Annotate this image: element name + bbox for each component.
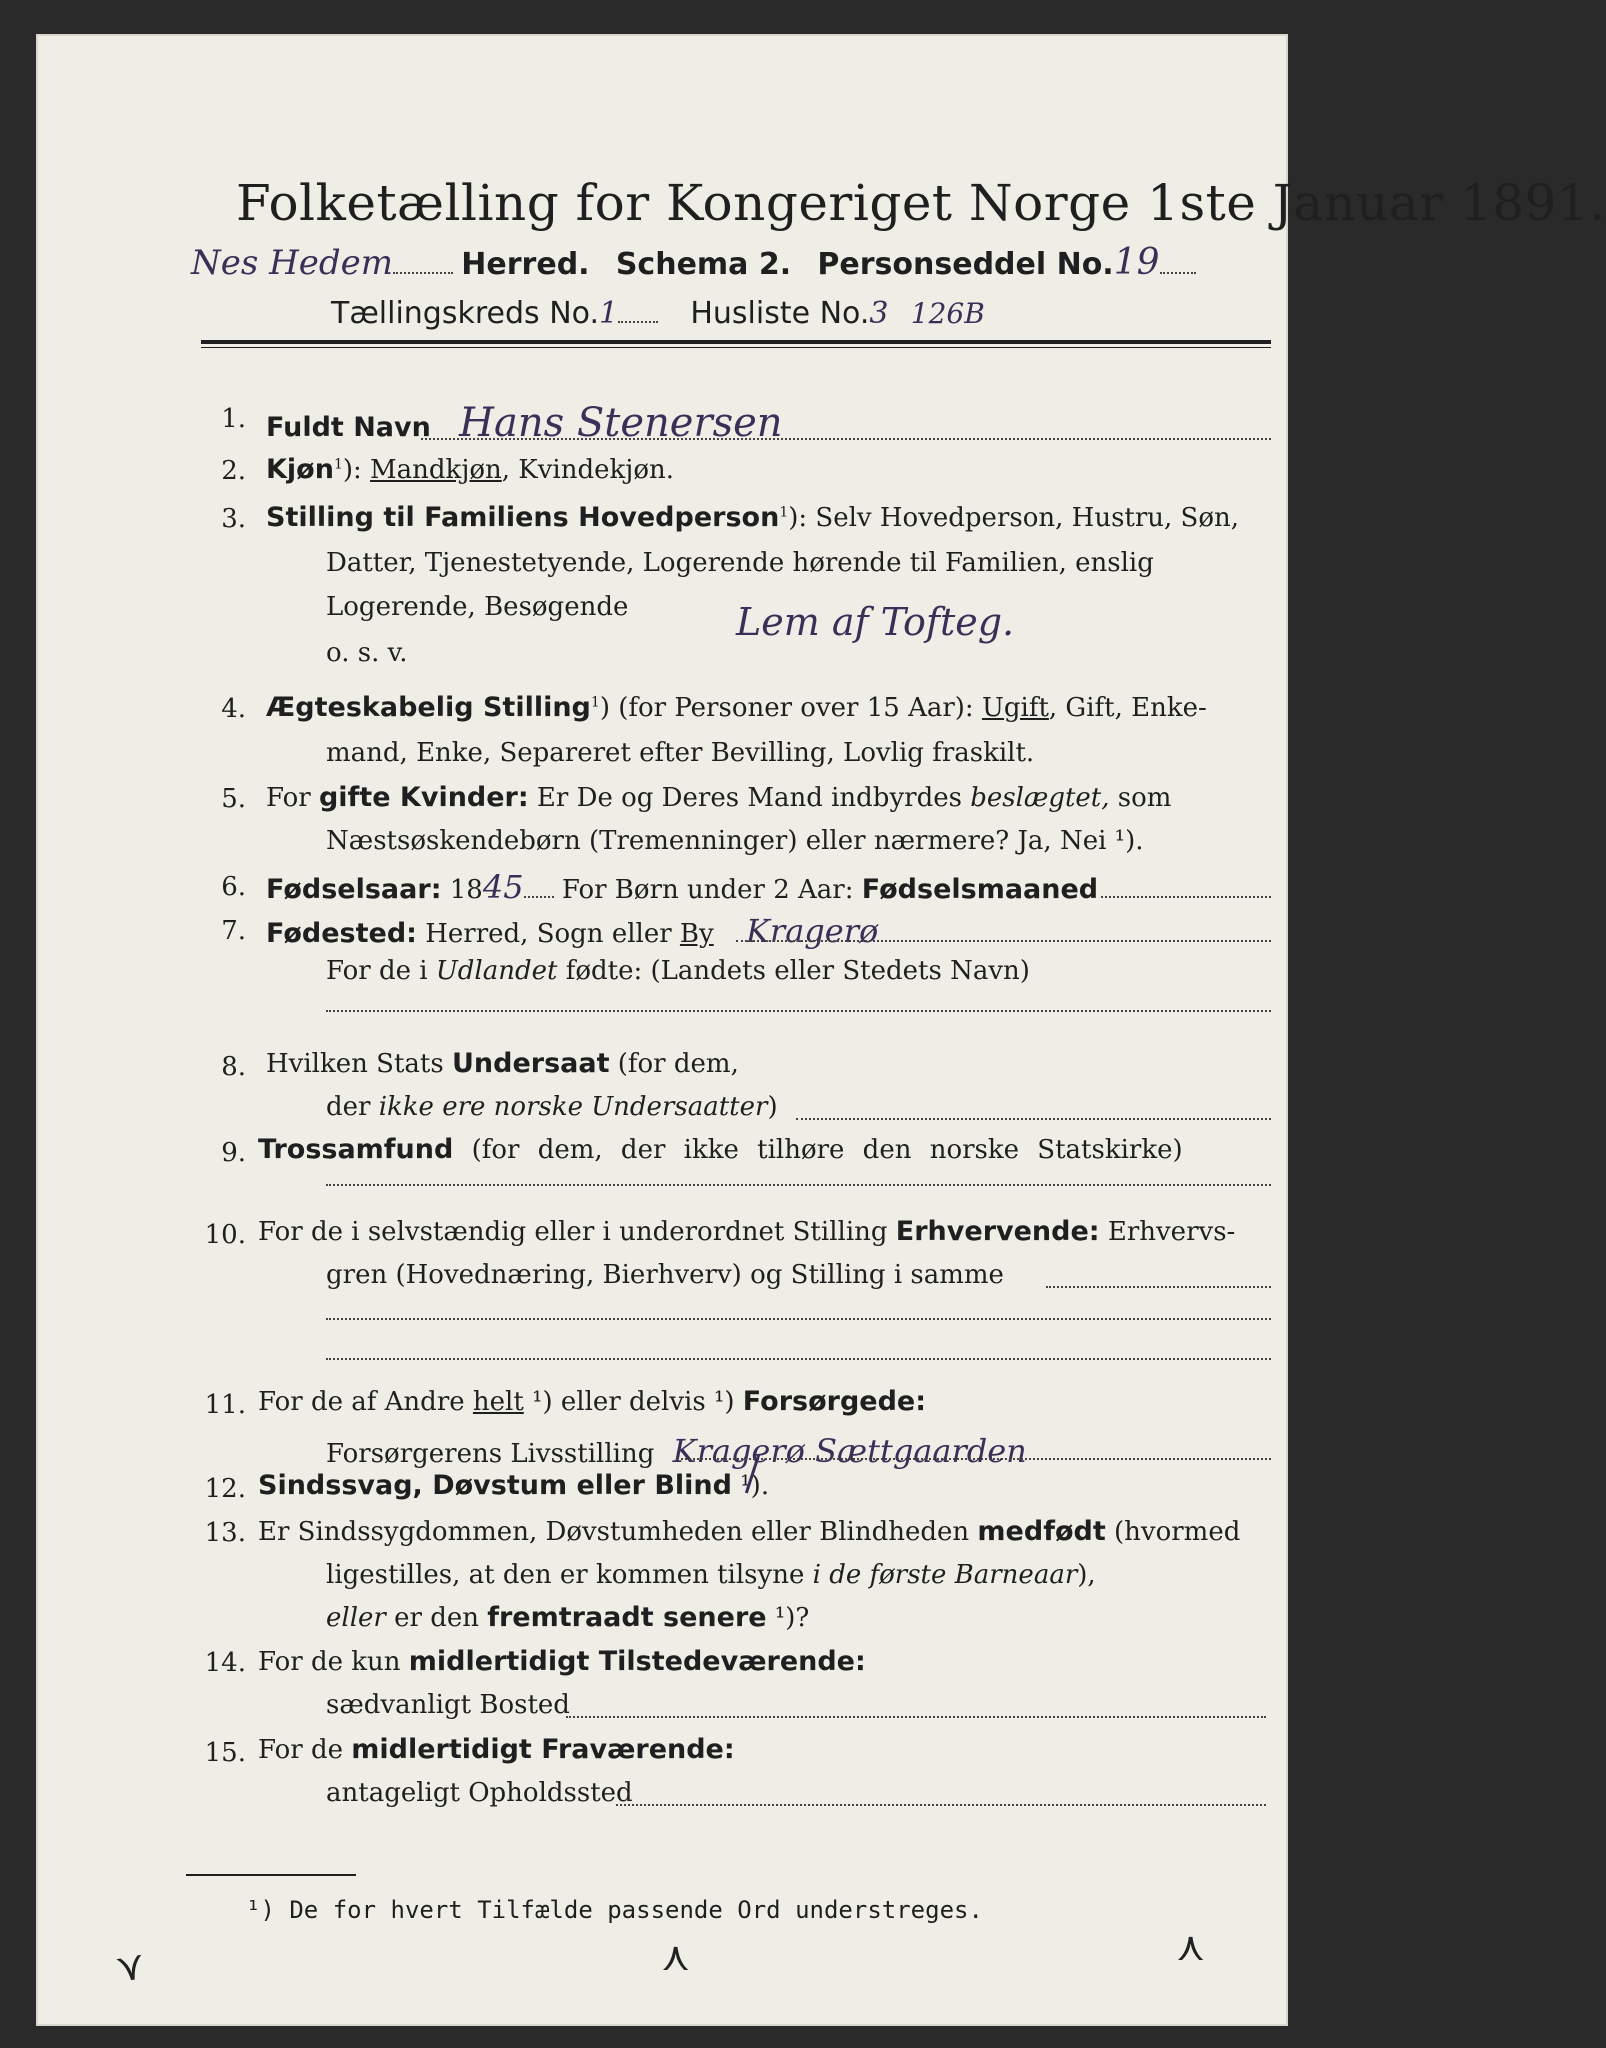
q13-line2: [326, 1560, 1096, 1590]
q14-text-a: For de kun: [258, 1647, 409, 1677]
header-rule-thin: [201, 347, 1271, 348]
q13-line3-bold: fremtraadt senere: [487, 1602, 767, 1633]
registration-mark-left: ⋎: [112, 1941, 150, 1993]
q5-italic: beslægtet,: [970, 783, 1110, 813]
q7-text-a: Herred, Sogn eller: [416, 919, 680, 949]
q8-text-b: (for dem,: [609, 1049, 739, 1079]
q4-text-b: , Gift, Enke-: [1048, 693, 1207, 723]
q7-dotline: [736, 940, 1271, 942]
q2-option-mandkjon: Mandkjøn: [370, 455, 502, 485]
q2-text-b: , Kvindekjøn.: [501, 455, 674, 485]
q3-line3: Logerende, Besøgende: [326, 592, 629, 622]
q8-text-a: Hvilken Stats: [266, 1049, 452, 1079]
q11-text-a: For de af Andre: [258, 1387, 473, 1417]
husliste-extra: 126B: [910, 297, 985, 330]
q7-line2-italic: Udlandet: [435, 956, 558, 986]
q10-row: [258, 1216, 1235, 1247]
q4-option-ugift: Ugift: [981, 693, 1049, 723]
q8-line2-italic: ikke ere norske Undersaatter: [378, 1092, 768, 1122]
q5-label: gifte Kvinder:: [318, 782, 529, 813]
q11-text-b: ¹) eller delvis ¹): [523, 1387, 743, 1417]
q1-answer: Hans Stenersen: [459, 400, 783, 446]
husliste-label: Husliste No.: [690, 296, 870, 331]
q7-line2-a: For de i: [326, 956, 436, 986]
q2-sup: 1: [333, 456, 343, 473]
q11-line2-text: Forsørgerens Livsstilling: [326, 1439, 655, 1469]
q6-label: Fødselsaar:: [266, 874, 442, 905]
q13-row: [258, 1516, 1240, 1547]
q2-text-a: ):: [342, 455, 371, 485]
q15-dotline: [616, 1804, 1266, 1806]
q6-label2: Fødselsmaaned: [861, 874, 1099, 905]
q11-dotline: [676, 1458, 1271, 1460]
kreds-label: Tællingskreds No.: [331, 296, 599, 331]
q14-number: 14.: [204, 1648, 246, 1678]
q5-text-a: Er De og Deres Mand indbyrdes: [528, 783, 971, 813]
q13-line3-a: er den: [385, 1603, 488, 1633]
q10-label: Erhvervende:: [895, 1216, 1100, 1247]
q9-text-a: (for dem, der ikke tilhøre den norske Statskirke): [453, 1135, 1183, 1165]
schema-label: Schema 2.: [615, 247, 792, 282]
q8-line2-b: ): [767, 1092, 778, 1122]
q3-number: 3.: [221, 504, 246, 534]
q7-dotline-2: [326, 1010, 1271, 1012]
q6-answer: 45: [482, 868, 524, 906]
q9-dotline: [326, 1184, 1271, 1186]
q2-row: [266, 454, 674, 485]
q7-number: 7.: [221, 916, 246, 946]
q7-row: [266, 912, 878, 950]
q11-number: 11.: [204, 1390, 246, 1420]
q12-text-a: ¹).: [731, 1471, 770, 1501]
q6-dotline: [1101, 896, 1271, 898]
q9-label: Trossamfund: [258, 1134, 454, 1165]
q7-label: Fødested:: [266, 918, 417, 949]
q15-line2: antageligt Opholdssted: [326, 1778, 633, 1808]
q2-number: 2.: [221, 456, 246, 486]
q14-row: [258, 1646, 866, 1677]
q3-sup: 1: [779, 504, 789, 521]
q13-line3: [326, 1602, 809, 1633]
q3-row: [266, 502, 1239, 533]
footnote-rule: [186, 1874, 356, 1876]
q14-label: midlertidigt Tilstedeværende:: [408, 1646, 866, 1677]
q1-dotline: [421, 438, 1271, 440]
q1-number: 1.: [221, 404, 246, 434]
q4-label: Ægteskabelig Stilling: [266, 692, 591, 723]
q7-answer: Kragerø: [745, 912, 879, 950]
q13-line3-b: ¹)?: [766, 1603, 810, 1633]
q14-line2: sædvanligt Bosted: [326, 1690, 570, 1720]
q5-number: 5.: [221, 784, 246, 814]
q13-line3-italic: eller: [326, 1603, 386, 1633]
q10-line2: gren (Hovednæring, Bierhverv) og Stilling i samme: [326, 1260, 1004, 1290]
q8-dotline: [796, 1118, 1271, 1120]
q8-label: Undersaat: [451, 1048, 610, 1079]
q4-text-a: ) (for Personer over 15 Aar):: [599, 693, 982, 723]
q3-answer: Lem af Tofteg.: [736, 600, 1015, 644]
herred-line: [191, 242, 1196, 283]
q2-label: Kjøn: [266, 454, 334, 485]
header-rule-thick: [201, 340, 1271, 344]
q13-text-b: (hvormed: [1105, 1517, 1241, 1547]
q10-text-a: For de i selvstændig eller i underordnet Stilling: [258, 1217, 896, 1247]
q8-line2-a: der: [326, 1092, 379, 1122]
q4-row: [266, 692, 1207, 723]
q12-label: Sindssvag, Døvstum eller Blind: [258, 1470, 732, 1501]
q5-text-b: som: [1109, 783, 1172, 813]
q3-label: Stilling til Familiens Hovedperson: [266, 502, 780, 533]
q15-text-a: For de: [258, 1735, 352, 1765]
q13-line2-a: ligestilles, at den er kommen tilsyne: [326, 1560, 813, 1590]
q9-row: [258, 1134, 1183, 1165]
q7-option-by: By: [679, 919, 714, 949]
q6-text-a: For Børn under 2 Aar:: [553, 875, 862, 905]
q13-number: 13.: [204, 1518, 246, 1548]
herred-handwritten: Nes Hedem: [191, 243, 394, 283]
kreds-number: 1: [599, 296, 619, 331]
q11-line2: [326, 1432, 1027, 1470]
q8-line2: [326, 1092, 778, 1122]
census-form-page: [36, 34, 1606, 2026]
q13-line2-italic: i de første Barneaar: [812, 1560, 1078, 1590]
q11-row: [258, 1386, 926, 1417]
q3-line1: ): Selv Hovedperson, Hustru, Søn,: [788, 503, 1240, 533]
q10-dotline-2: [326, 1318, 1271, 1320]
q15-row: [258, 1734, 735, 1765]
q10-dotline-3: [326, 1358, 1271, 1360]
q15-number: 15.: [204, 1738, 246, 1768]
q10-text-b: Erhvervs-: [1099, 1217, 1236, 1247]
q1-label: Fuldt Navn: [266, 412, 431, 443]
herred-label: Herred.: [461, 247, 590, 282]
q7-line2: [326, 956, 1030, 986]
q10-dotline-1: [1046, 1286, 1271, 1288]
q11-option-helt: helt: [472, 1387, 524, 1417]
q6-prefix: 18: [441, 875, 483, 905]
q5-line2: Næstsøskendebørn (Tremenninger) eller nærmere? Ja, Nei ¹).: [326, 826, 1144, 856]
q4-sup: 1: [590, 694, 600, 711]
form-title: Folketælling for Kongeriget Norge 1ste Januar 1891.: [236, 174, 1606, 232]
q3-line4: o. s. v.: [326, 638, 408, 668]
personseddel-label: Personseddel No.: [817, 247, 1114, 282]
q8-number: 8.: [221, 1052, 246, 1082]
registration-mark-right: ⋏: [1176, 1924, 1206, 1970]
q11-label: Forsørgede:: [742, 1386, 927, 1417]
q15-label: midlertidigt Fraværende:: [351, 1734, 735, 1765]
q5-row: [266, 782, 1171, 813]
q10-number: 10.: [204, 1220, 246, 1250]
footnote-text: ¹) De for hvert Tilfælde passende Ord understreges.: [246, 1896, 983, 1924]
q13-label: medfødt: [977, 1516, 1106, 1547]
q12-row: [258, 1470, 769, 1501]
q13-line2-b: ),: [1077, 1560, 1096, 1590]
husliste-number: 3: [869, 296, 889, 331]
q11-answer: Kragerø Sættgaarden: [672, 1432, 1027, 1470]
q12-number: 12.: [204, 1474, 246, 1504]
q8-row: [266, 1048, 739, 1079]
q3-line2: Datter, Tjenestetyende, Logerende hørende til Familien, enslig: [326, 548, 1154, 578]
q13-text-a: Er Sindssygdommen, Døvstumheden eller Blindheden: [258, 1517, 978, 1547]
q14-dotline: [566, 1716, 1266, 1718]
q4-line2: mand, Enke, Separeret efter Bevilling, Lovlig fraskilt.: [326, 738, 1035, 768]
personseddel-number: 19: [1113, 242, 1160, 283]
q7-line2-b: fødte: (Landets eller Stedets Navn): [557, 956, 1030, 986]
q9-number: 9.: [221, 1138, 246, 1168]
registration-mark-center: ⋏: [661, 1934, 691, 1980]
q4-number: 4.: [221, 694, 246, 724]
q6-row: [266, 868, 1098, 906]
q5-label-prefix: For: [266, 783, 319, 813]
q6-number: 6.: [221, 872, 246, 902]
kreds-line: [331, 296, 985, 331]
